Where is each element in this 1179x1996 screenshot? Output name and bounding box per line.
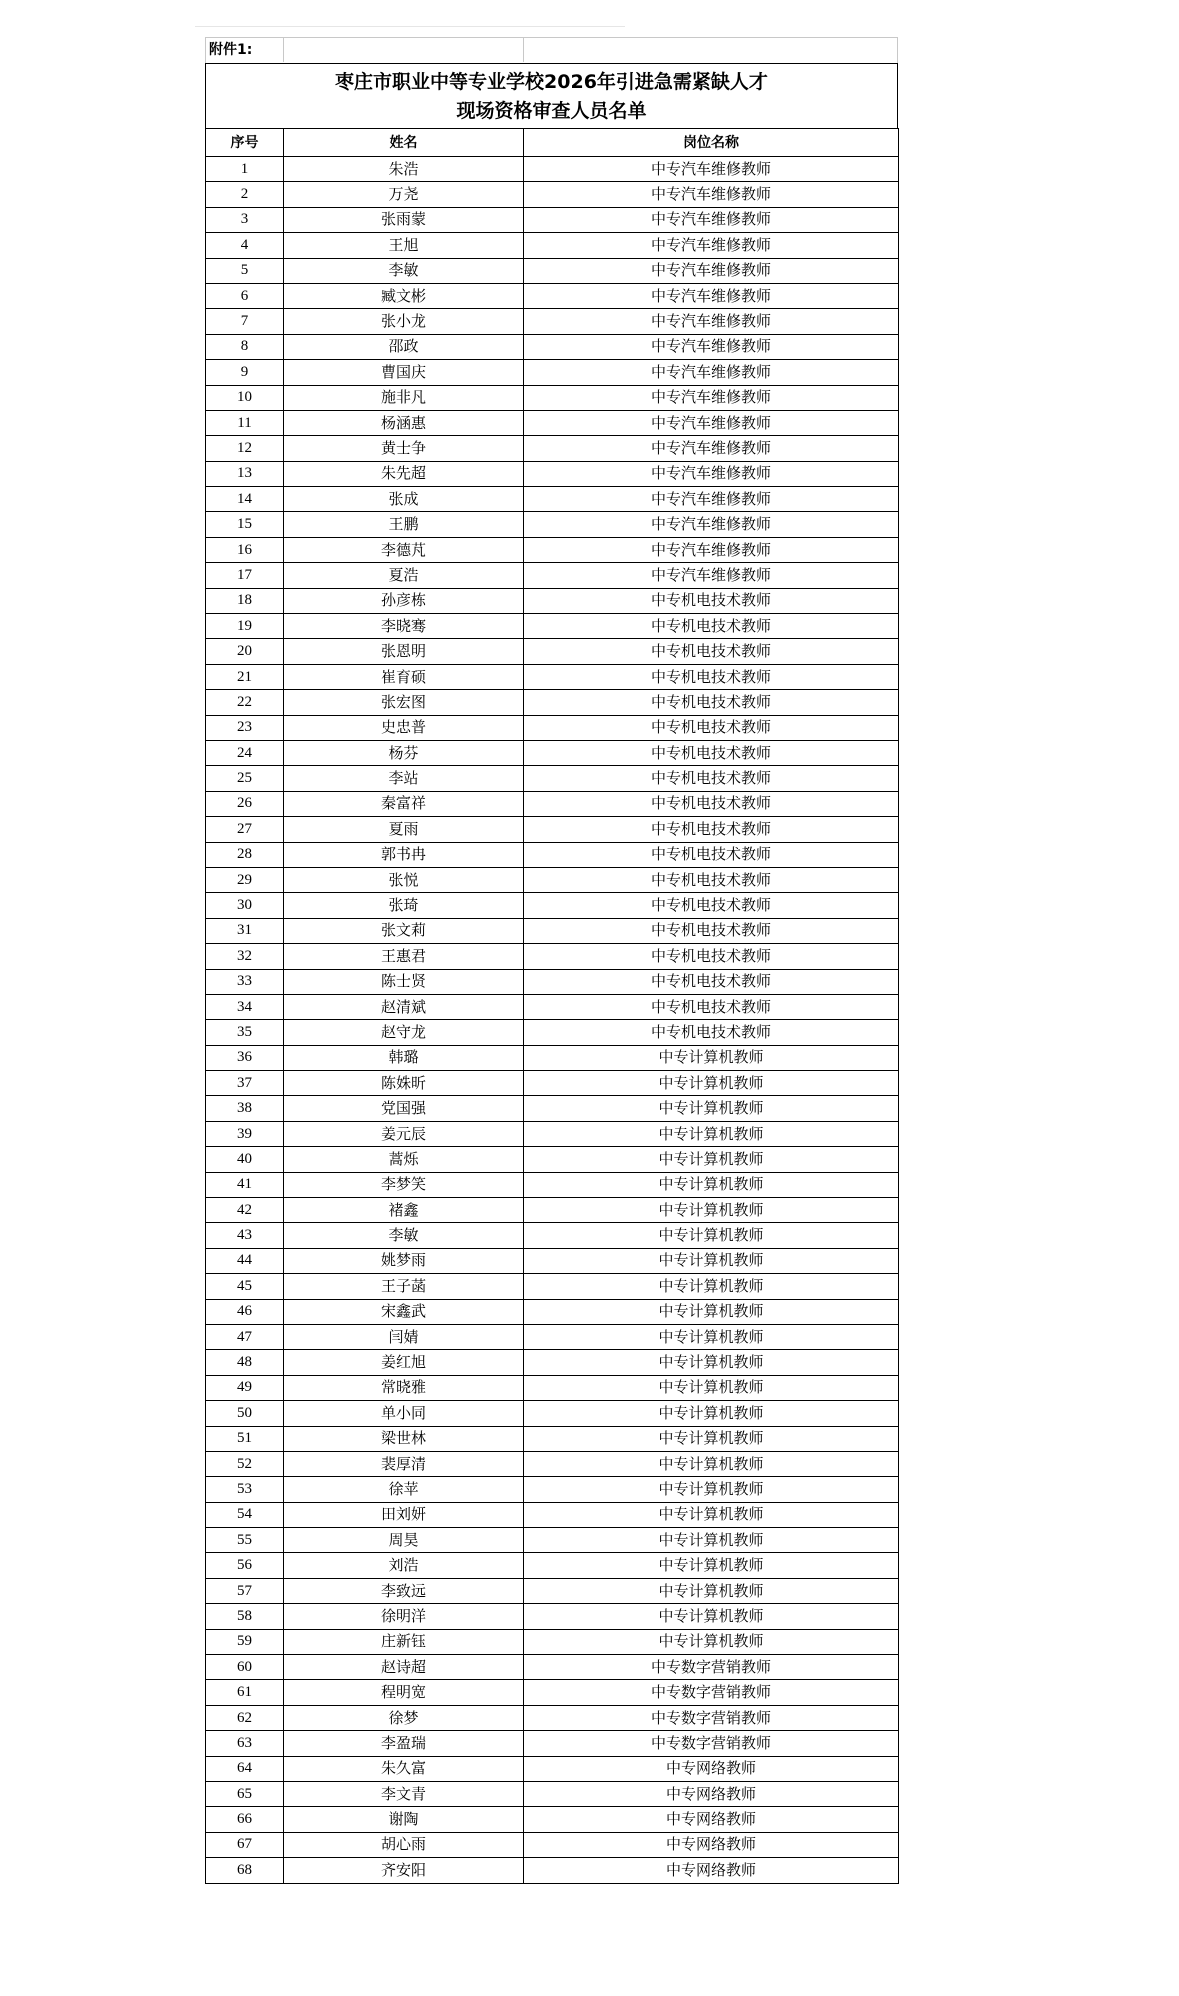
row-number: 33 [206,969,284,994]
header-position: 岗位名称 [524,129,899,157]
attachment-label: 附件1: [206,38,284,62]
row-position: 中专数字营销教师 [524,1731,899,1756]
row-name: 施非凡 [284,385,524,410]
table-row [206,1528,899,1553]
row-name: 徐苹 [284,1477,524,1502]
row-position: 中专机电技术教师 [524,588,899,613]
table-row [206,385,899,410]
table-row [206,1451,899,1476]
row-position: 中专汽车维修教师 [524,385,899,410]
table-row [206,410,899,435]
row-number: 21 [206,664,284,689]
row-number: 44 [206,1248,284,1273]
table-row [206,157,899,182]
row-position: 中专计算机教师 [524,1223,899,1248]
row-name: 张成 [284,487,524,512]
row-position: 中专机电技术教师 [524,969,899,994]
row-number: 30 [206,893,284,918]
table-row [206,842,899,867]
row-position: 中专汽车维修教师 [524,334,899,359]
row-position: 中专汽车维修教师 [524,233,899,258]
row-number: 10 [206,385,284,410]
table-row [206,1858,899,1883]
table-row [206,1274,899,1299]
row-name: 陈姝昕 [284,1071,524,1096]
table-row [206,1756,899,1781]
table-row [206,436,899,461]
row-number: 50 [206,1401,284,1426]
row-position: 中专计算机教师 [524,1426,899,1451]
row-name: 王惠君 [284,944,524,969]
row-number: 35 [206,1020,284,1045]
row-position: 中专机电技术教师 [524,639,899,664]
table-row [206,1553,899,1578]
row-number: 40 [206,1147,284,1172]
row-number: 62 [206,1705,284,1730]
table-row [206,1198,899,1223]
row-name: 朱浩 [284,157,524,182]
row-number: 39 [206,1121,284,1146]
row-number: 51 [206,1426,284,1451]
row-number: 52 [206,1451,284,1476]
row-position: 中专机电技术教师 [524,791,899,816]
table-row [206,766,899,791]
row-number: 6 [206,283,284,308]
row-number: 42 [206,1198,284,1223]
row-name: 张恩明 [284,639,524,664]
row-number: 29 [206,867,284,892]
row-name: 朱先超 [284,461,524,486]
row-position: 中专机电技术教师 [524,690,899,715]
row-name: 秦富祥 [284,791,524,816]
row-name: 闫婧 [284,1324,524,1349]
row-number: 57 [206,1578,284,1603]
table-row [206,1401,899,1426]
row-position: 中专汽车维修教师 [524,258,899,283]
row-number: 56 [206,1553,284,1578]
row-number: 2 [206,182,284,207]
row-name: 王鹏 [284,512,524,537]
header-no: 序号 [206,129,284,157]
row-number: 46 [206,1299,284,1324]
table-row [206,1071,899,1096]
table-row [206,614,899,639]
row-position: 中专计算机教师 [524,1375,899,1400]
row-number: 54 [206,1502,284,1527]
row-position: 中专网络教师 [524,1832,899,1857]
row-name: 杨芬 [284,740,524,765]
row-name: 孙彦栋 [284,588,524,613]
table-row [206,1121,899,1146]
row-position: 中专计算机教师 [524,1198,899,1223]
row-name: 裴厚清 [284,1451,524,1476]
row-number: 55 [206,1528,284,1553]
table-row [206,969,899,994]
row-number: 47 [206,1324,284,1349]
row-position: 中专汽车维修教师 [524,157,899,182]
row-name: 赵诗超 [284,1655,524,1680]
row-position: 中专汽车维修教师 [524,207,899,232]
table-row [206,334,899,359]
table-row [206,461,899,486]
row-name: 李敏 [284,258,524,283]
row-name: 夏浩 [284,563,524,588]
row-number: 11 [206,410,284,435]
table-row [206,1324,899,1349]
row-position: 中专机电技术教师 [524,766,899,791]
row-name: 宋鑫武 [284,1299,524,1324]
row-position: 中专汽车维修教师 [524,309,899,334]
row-number: 7 [206,309,284,334]
table-row [206,715,899,740]
row-number: 16 [206,537,284,562]
table-row [206,1832,899,1857]
row-number: 63 [206,1731,284,1756]
row-position: 中专计算机教师 [524,1604,899,1629]
row-position: 中专计算机教师 [524,1324,899,1349]
table-row [206,207,899,232]
row-name: 张文莉 [284,918,524,943]
row-number: 19 [206,614,284,639]
document-sheet [205,37,898,1884]
row-position: 中专计算机教师 [524,1578,899,1603]
empty-cell [284,38,524,62]
row-number: 53 [206,1477,284,1502]
row-name: 张小龙 [284,309,524,334]
row-number: 34 [206,994,284,1019]
table-row [206,258,899,283]
row-name: 黄士争 [284,436,524,461]
row-number: 43 [206,1223,284,1248]
row-position: 中专汽车维修教师 [524,436,899,461]
table-row [206,1020,899,1045]
row-name: 徐梦 [284,1705,524,1730]
table-row [206,1299,899,1324]
table-row [206,1578,899,1603]
row-position: 中专汽车维修教师 [524,461,899,486]
table-row [206,1350,899,1375]
row-name: 王旭 [284,233,524,258]
row-position: 中专网络教师 [524,1782,899,1807]
row-position: 中专数字营销教师 [524,1655,899,1680]
row-position: 中专计算机教师 [524,1401,899,1426]
row-position: 中专计算机教师 [524,1274,899,1299]
row-name: 万尧 [284,182,524,207]
row-name: 姜红旭 [284,1350,524,1375]
row-position: 中专计算机教师 [524,1477,899,1502]
row-position: 中专机电技术教师 [524,817,899,842]
row-position: 中专计算机教师 [524,1553,899,1578]
row-name: 张宏图 [284,690,524,715]
row-name: 赵清斌 [284,994,524,1019]
row-number: 5 [206,258,284,283]
row-name: 庄新钰 [284,1629,524,1654]
table-row [206,664,899,689]
table-row [206,740,899,765]
table-row [206,1248,899,1273]
table-row [206,563,899,588]
row-name: 夏雨 [284,817,524,842]
row-number: 28 [206,842,284,867]
row-number: 68 [206,1858,284,1883]
row-number: 17 [206,563,284,588]
row-number: 27 [206,817,284,842]
title-line-1: 枣庄市职业中等专业学校2026年引进急需紧缺人才 [335,71,768,93]
row-position: 中专计算机教师 [524,1147,899,1172]
row-number: 38 [206,1096,284,1121]
row-position: 中专数字营销教师 [524,1705,899,1730]
row-position: 中专计算机教师 [524,1451,899,1476]
row-name: 崔育硕 [284,664,524,689]
row-number: 60 [206,1655,284,1680]
row-position: 中专计算机教师 [524,1172,899,1197]
row-position: 中专汽车维修教师 [524,182,899,207]
row-position: 中专数字营销教师 [524,1680,899,1705]
attachment-row [205,37,898,63]
row-name: 李敏 [284,1223,524,1248]
row-number: 24 [206,740,284,765]
row-name: 王子菡 [284,1274,524,1299]
row-name: 谢陶 [284,1807,524,1832]
row-number: 25 [206,766,284,791]
row-number: 23 [206,715,284,740]
row-name: 梁世林 [284,1426,524,1451]
row-number: 13 [206,461,284,486]
table-row [206,867,899,892]
row-number: 48 [206,1350,284,1375]
row-position: 中专计算机教师 [524,1121,899,1146]
row-name: 单小同 [284,1401,524,1426]
row-position: 中专机电技术教师 [524,842,899,867]
row-name: 李文青 [284,1782,524,1807]
row-name: 齐安阳 [284,1858,524,1883]
table-row [206,233,899,258]
row-number: 61 [206,1680,284,1705]
row-number: 58 [206,1604,284,1629]
row-position: 中专计算机教师 [524,1502,899,1527]
row-number: 49 [206,1375,284,1400]
row-name: 韩璐 [284,1045,524,1070]
row-name: 李梦笑 [284,1172,524,1197]
row-number: 8 [206,334,284,359]
empty-cell [524,38,897,62]
candidate-table [205,128,899,1884]
table-row [206,1604,899,1629]
row-number: 66 [206,1807,284,1832]
table-row [206,944,899,969]
row-number: 64 [206,1756,284,1781]
row-number: 32 [206,944,284,969]
row-position: 中专计算机教师 [524,1096,899,1121]
row-position: 中专汽车维修教师 [524,563,899,588]
row-number: 15 [206,512,284,537]
row-number: 9 [206,360,284,385]
table-row [206,182,899,207]
table-row [206,1680,899,1705]
table-row [206,360,899,385]
row-name: 褚鑫 [284,1198,524,1223]
table-row [206,1426,899,1451]
row-position: 中专机电技术教师 [524,614,899,639]
title-line-2: 现场资格审查人员名单 [456,100,647,122]
row-position: 中专网络教师 [524,1807,899,1832]
row-name: 党国强 [284,1096,524,1121]
row-name: 曹国庆 [284,360,524,385]
row-name: 张悦 [284,867,524,892]
table-row [206,1502,899,1527]
table-row [206,1655,899,1680]
table-row [206,690,899,715]
table-row [206,1096,899,1121]
row-position: 中专机电技术教师 [524,715,899,740]
row-name: 程明宽 [284,1680,524,1705]
row-name: 臧文彬 [284,283,524,308]
row-name: 胡心雨 [284,1832,524,1857]
row-position: 中专机电技术教师 [524,867,899,892]
row-position: 中专机电技术教师 [524,918,899,943]
row-number: 65 [206,1782,284,1807]
row-name: 赵守龙 [284,1020,524,1045]
table-row [206,639,899,664]
row-name: 蒿烁 [284,1147,524,1172]
row-number: 18 [206,588,284,613]
row-position: 中专汽车维修教师 [524,537,899,562]
table-row [206,1731,899,1756]
row-number: 22 [206,690,284,715]
row-number: 12 [206,436,284,461]
row-name: 李致远 [284,1578,524,1603]
table-row [206,283,899,308]
table-row [206,1705,899,1730]
row-name: 郭书冉 [284,842,524,867]
table-row [206,994,899,1019]
row-number: 36 [206,1045,284,1070]
row-position: 中专机电技术教师 [524,944,899,969]
row-position: 中专计算机教师 [524,1248,899,1273]
table-row [206,512,899,537]
row-position: 中专机电技术教师 [524,740,899,765]
row-position: 中专汽车维修教师 [524,283,899,308]
row-name: 史忠普 [284,715,524,740]
table-row [206,1045,899,1070]
row-name: 田刘妍 [284,1502,524,1527]
row-number: 1 [206,157,284,182]
table-row [206,1172,899,1197]
row-number: 37 [206,1071,284,1096]
row-name: 徐明洋 [284,1604,524,1629]
document-title [205,63,898,128]
table-row [206,309,899,334]
row-number: 67 [206,1832,284,1857]
row-name: 周昊 [284,1528,524,1553]
table-row [206,791,899,816]
row-number: 59 [206,1629,284,1654]
row-number: 26 [206,791,284,816]
table-row [206,1629,899,1654]
header-name: 姓名 [284,129,524,157]
row-position: 中专计算机教师 [524,1629,899,1654]
row-name: 杨涵惠 [284,410,524,435]
row-position: 中专计算机教师 [524,1299,899,1324]
row-name: 姚梦雨 [284,1248,524,1273]
row-name: 张琦 [284,893,524,918]
row-position: 中专计算机教师 [524,1350,899,1375]
row-number: 31 [206,918,284,943]
row-position: 中专网络教师 [524,1858,899,1883]
row-number: 4 [206,233,284,258]
row-position: 中专机电技术教师 [524,1020,899,1045]
row-position: 中专机电技术教师 [524,994,899,1019]
row-name: 李晓骞 [284,614,524,639]
row-number: 3 [206,207,284,232]
row-position: 中专计算机教师 [524,1071,899,1096]
table-header-row [206,129,899,157]
table-body [206,157,899,1884]
table-row [206,1375,899,1400]
row-position: 中专汽车维修教师 [524,512,899,537]
table-row [206,487,899,512]
table-row [206,893,899,918]
row-name: 常晓雅 [284,1375,524,1400]
row-number: 41 [206,1172,284,1197]
table-row [206,1147,899,1172]
table-row [206,1807,899,1832]
row-name: 张雨蒙 [284,207,524,232]
row-number: 45 [206,1274,284,1299]
table-row [206,817,899,842]
row-name: 陈士贤 [284,969,524,994]
row-position: 中专机电技术教师 [524,664,899,689]
row-number: 14 [206,487,284,512]
row-name: 李盈瑞 [284,1731,524,1756]
row-position: 中专计算机教师 [524,1528,899,1553]
row-name: 李德芃 [284,537,524,562]
row-number: 20 [206,639,284,664]
row-position: 中专计算机教师 [524,1045,899,1070]
table-row [206,588,899,613]
row-position: 中专机电技术教师 [524,893,899,918]
table-row [206,1782,899,1807]
row-position: 中专网络教师 [524,1756,899,1781]
table-row [206,918,899,943]
sheet-gridline [195,26,625,27]
table-row [206,537,899,562]
row-position: 中专汽车维修教师 [524,360,899,385]
row-name: 李站 [284,766,524,791]
row-name: 朱久富 [284,1756,524,1781]
row-position: 中专汽车维修教师 [524,410,899,435]
row-name: 刘浩 [284,1553,524,1578]
table-row [206,1477,899,1502]
row-position: 中专汽车维修教师 [524,487,899,512]
row-name: 姜元辰 [284,1121,524,1146]
table-row [206,1223,899,1248]
row-name: 邵政 [284,334,524,359]
